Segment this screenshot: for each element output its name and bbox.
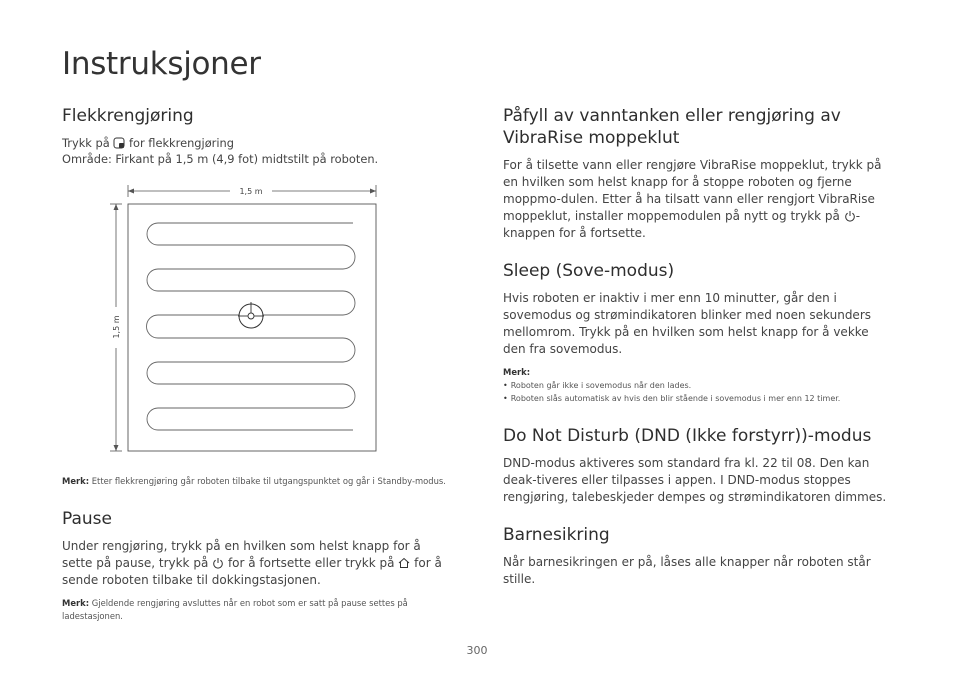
child-lock-heading: Barnesikring — [503, 525, 610, 545]
pause-note-text: Gjeldende rengjøring avsluttes når en robot som er satt på pause settes på ladestasjonen. — [62, 598, 408, 621]
left-column — [62, 105, 448, 167]
sleep-heading: Sleep (Sove-modus) — [503, 261, 675, 281]
pause-text-1: Under rengjøring, trykk på en hvilken som helst knapp for å sette på pause, trykk på — [62, 539, 421, 570]
home-icon — [398, 557, 410, 569]
spot-cleaning-heading: Flekkrengjøring — [62, 106, 194, 126]
power-icon — [844, 210, 856, 222]
pause-text-2: for å fortsette eller trykk på — [227, 556, 395, 570]
page-number: 300 — [466, 644, 488, 657]
pause-text — [62, 538, 450, 589]
robot-marker — [238, 302, 264, 328]
refill-text — [503, 157, 895, 242]
height-dimension — [110, 204, 122, 451]
refill-text-2: -knappen for å fortsette. — [503, 209, 861, 240]
spot-cleaning-note — [62, 475, 462, 488]
sleep-note-label: Merk: — [503, 367, 531, 377]
pause-heading: Pause — [62, 509, 112, 529]
spot-cleaning-note-label: Merk: — [62, 476, 90, 486]
spot-cleaning-note-text: Etter flekkrengjøring går roboten tilbake til utgangspunktet og går i Standby-modus. — [91, 476, 446, 486]
dnd-text: DND-modus aktiveres som standard fra kl. 22 til 08. Den kan deak-tiveres eller tilpasses i appen. I DND-modus stoppes rengjøring, talebeskjeder dempes og strømindikatoren dimmes. — [503, 456, 887, 504]
sleep-note-bullet-2: • Roboten slås automatisk av hvis den blir stående i sovemodus i mer enn 12 timer. — [503, 392, 895, 405]
spot-cleaning-instruction — [62, 135, 448, 151]
spot-cleaning-text-before: Trykk på — [62, 136, 110, 150]
spot-cleaning-diagram — [62, 183, 392, 458]
sleep-note-bullet-1: • Roboten går ikke i sovemodus når den lades. — [503, 379, 895, 392]
dnd-heading: Do Not Disturb (DND (Ikke forstyrr))-modus — [503, 426, 872, 446]
page-title: Instruksjoner — [62, 46, 261, 82]
spot-cleaning-text-after: for flekkrengjøring — [128, 136, 234, 150]
refill-text-1: For å tilsette vann eller rengjøre VibraRise moppeklut, trykk på en hvilken som helst knapp for å stoppe roboten og fjerne moppmo-dulen. Etter å ha tilsatt vann eller rengjort VibraRise moppeklut, installer moppemodulen på nytt og trykk på — [503, 158, 882, 223]
spot-cleaning-area: Område: Firkant på 1,5 m (4,9 fot) midtstilt på roboten. — [62, 152, 379, 166]
refill-heading: Påfyll av vanntanken eller rengjøring av VibraRise moppeklut — [503, 106, 841, 148]
height-dimension-label: 1,5 m — [112, 315, 121, 339]
power-icon — [212, 557, 224, 569]
right-column — [503, 105, 895, 588]
width-dimension — [128, 185, 376, 197]
sleep-text: Hvis roboten er inaktiv i mer enn 10 minutter, går den i sovemodus og strømindikatoren blinker med noen sekunders mellomrom. Trykk på en hvilken som helst knapp for å vekke den fra sovemodus. — [503, 291, 872, 356]
spot-clean-icon — [113, 137, 125, 149]
pause-section — [62, 508, 450, 623]
pause-text-3: for å sende roboten tilbake til dokkingstasjonen. — [62, 556, 442, 587]
child-lock-text: Når barnesikringen er på, låses alle knapper når roboten står stille. — [503, 555, 871, 586]
width-dimension-label: 1,5 m — [239, 187, 263, 196]
pause-note-label: Merk: — [62, 598, 90, 608]
